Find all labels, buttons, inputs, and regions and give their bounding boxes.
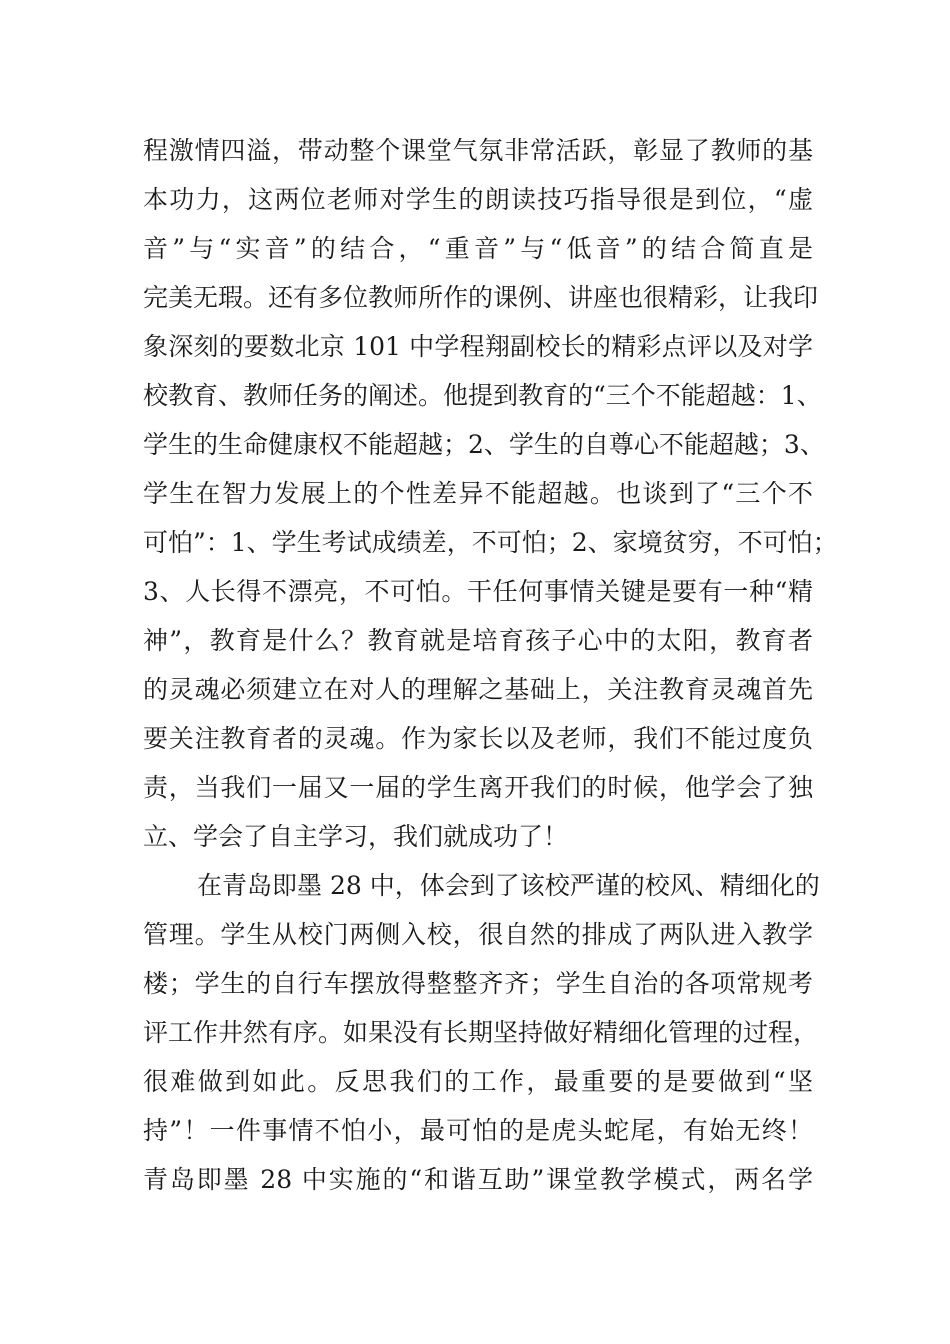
text-line: 要关注教育者的灵魂。作为家长以及老师，我们不能过度负	[143, 724, 813, 753]
text-line: 校教育、教师任务的阐述。他提到教育的“三个不能超越：1、	[143, 381, 822, 410]
text-line: 神”，教育是什么？教育就是培育孩子心中的太阳，教育者	[143, 626, 813, 655]
text-line: 音”与“实音”的结合，“重音”与“低音”的结合简直是	[143, 234, 813, 263]
text-line: 评工作井然有序。如果没有长期坚持做好精细化管理的过程，	[143, 1018, 819, 1047]
text-line: 3、人长得不漂亮，不可怕。干任何事情关键是要有一种“精	[143, 577, 813, 606]
text-line: 的灵魂必须建立在对人的理解之基础上，关注教育灵魂首先	[143, 675, 813, 704]
text-line: 楼；学生的自行车摆放得整整齐齐；学生自治的各项常规考	[143, 969, 813, 998]
text-line: 责，当我们一届又一届的学生离开我们的时候，他学会了独	[143, 773, 813, 802]
text-line: 本功力，这两位老师对学生的朗读技巧指导很是到位，“虚	[143, 185, 813, 214]
text-line: 立、学会了自主学习，我们就成功了！	[143, 822, 569, 851]
text-line: 学生在智力发展上的个性差异不能超越。也谈到了“三个不	[143, 479, 813, 508]
paragraph-first-line: 在青岛即墨 28 中，体会到了该校严谨的校风、精细化的	[197, 871, 820, 900]
text-line: 很难做到如此。反思我们的工作，最重要的是要做到“坚	[143, 1067, 813, 1096]
text-line: 持”！一件事情不怕小，最可怕的是虎头蛇尾，有始无终！	[143, 1116, 813, 1145]
text-line: 程激情四溢，带动整个课堂气氛非常活跃，彰显了教师的基	[143, 136, 813, 165]
text-line: 学生的生命健康权不能超越；2、学生的自尊心不能超越；3、	[143, 430, 825, 459]
text-line: 完美无瑕。还有多位教师所作的课例、讲座也很精彩，让我印	[143, 283, 819, 312]
text-line: 可怕”：1、学生考试成绩差，不可怕；2、家境贫穷，不可怕；	[143, 528, 838, 557]
text-line: 象深刻的要数北京 101 中学程翔副校长的精彩点评以及对学	[143, 332, 813, 361]
text-line: 管理。学生从校门两侧入校，很自然的排成了两队进入教学	[143, 920, 813, 949]
text-line: 青岛即墨 28 中实施的“和谐互助”课堂教学模式，两名学	[143, 1165, 813, 1194]
